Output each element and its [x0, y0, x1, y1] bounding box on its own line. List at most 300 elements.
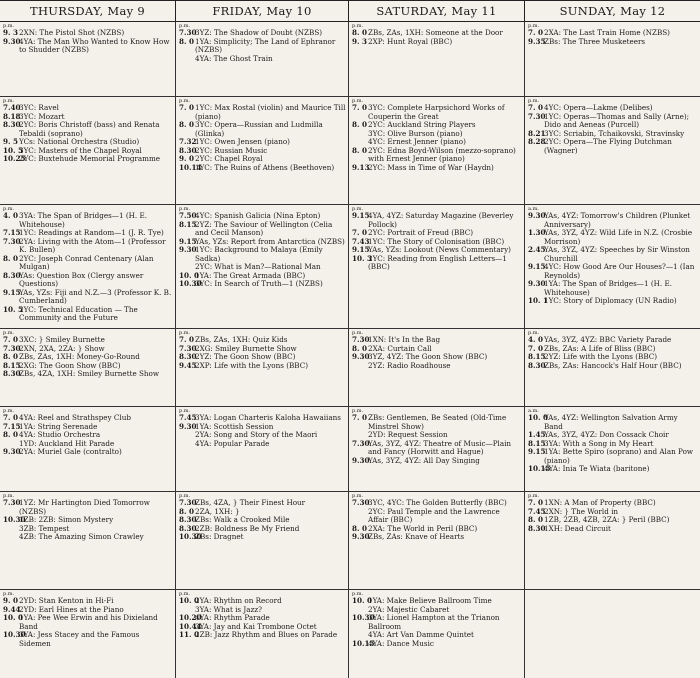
schedule-band-music — [0, 407, 700, 492]
program-title: 2XP: Hunt Royal (BBC) — [368, 37, 453, 46]
schedule-cell-saturday — [349, 492, 525, 589]
program-entry — [179, 623, 346, 632]
program-title: 1YC: Owen Jensen (piano) — [195, 138, 290, 146]
program-title: 1XN: A Man of Property (BBC) — [544, 499, 656, 507]
program-title: 4YC: Ernest Jenner (piano) — [368, 138, 466, 146]
program-time: 10.30 — [352, 613, 375, 622]
program-entry — [528, 263, 698, 280]
program-title: 3ZB: Tempest — [19, 524, 70, 533]
program-title: 1YC: The Ruins of Athens (Beethoven) — [195, 163, 335, 172]
program-entry — [3, 336, 173, 345]
program-time: 4. 0 — [3, 211, 19, 220]
program-time: 10. 0 — [179, 270, 200, 280]
program-time: 8. 0 — [179, 36, 195, 46]
program-title: 2YA: Song and Story of the Maori — [195, 431, 318, 439]
program-time: 8.30 — [179, 515, 197, 524]
program-title: 3YA: With a Song in My Heart — [544, 439, 654, 448]
schedule-band-light-entertainment — [0, 329, 700, 407]
program-entry — [179, 508, 346, 517]
schedule-cell-friday — [176, 97, 349, 204]
program-title: 4YA: The Man Who Wanted to Know How to Shudder (NZBS) — [19, 37, 170, 54]
program-title: 1ZB: 2ZB: Simon Mystery — [19, 516, 114, 524]
program-entry — [179, 353, 346, 362]
program-entry — [352, 229, 522, 238]
schedule-cell-sunday — [525, 492, 700, 589]
program-time: 7.15 — [3, 228, 21, 237]
program-time: 9.30 — [3, 447, 21, 456]
program-time: 7.30 — [352, 438, 370, 448]
program-entry — [528, 130, 698, 139]
program-time: 8. 0 — [179, 506, 195, 516]
program-title: 3YC: Mozart — [19, 112, 65, 121]
am-pm-marker: p.m. — [179, 591, 191, 597]
program-time: 7.40 — [3, 103, 21, 112]
program-entry — [179, 29, 346, 38]
program-title: 2YZ: Life with the Lyons (BBC) — [544, 353, 658, 361]
program-title: 1YA: Simplicity; The Land of Ephranor (NZBS) — [195, 37, 336, 54]
program-entry — [179, 104, 346, 121]
program-time: 10.30 — [179, 532, 202, 541]
program-entry — [3, 212, 173, 229]
program-entry — [179, 280, 346, 289]
program-entry — [179, 263, 346, 272]
program-time: 7.32 — [179, 137, 197, 146]
program-time: 7.30 — [528, 111, 546, 121]
program-entry — [352, 104, 522, 121]
program-time: 8.30 — [528, 360, 546, 370]
program-title: 3XC: } Smiley Burnette — [19, 336, 105, 344]
program-entry — [352, 362, 522, 371]
program-entry — [179, 336, 346, 345]
program-entry — [528, 345, 698, 354]
am-pm-marker: p.m. — [352, 206, 364, 212]
program-time — [352, 362, 368, 371]
program-title: ZBs: Dragnet — [195, 533, 244, 541]
program-time: 9. 5 — [3, 137, 19, 146]
program-time: 8.30 — [3, 120, 21, 129]
program-title: 3YZ: The Shadow of Doubt (NZBS) — [195, 29, 323, 37]
program-time: 7. 0 — [352, 413, 368, 422]
program-entry — [179, 431, 346, 440]
program-entry — [528, 104, 698, 113]
am-pm-marker: p.m. — [179, 330, 191, 336]
schedule-cell-friday — [176, 329, 349, 406]
program-entry — [179, 138, 346, 147]
program-time — [3, 533, 19, 542]
program-entry — [3, 306, 173, 323]
schedule-cell-saturday — [349, 407, 525, 491]
program-time: 7.30 — [3, 343, 21, 353]
program-title: 2YC: Edna Boyd-Wilson (mezzo-soprano) with Ernest Jenner (piano) — [368, 146, 516, 163]
program-title: 2YZ: The Goon Show (BBC) — [195, 353, 296, 361]
program-title: YAs, 3YZ, 4YZ: Wild Life in N.Z. (Crosbie Morrison) — [544, 229, 693, 246]
program-entry — [3, 440, 173, 449]
program-time: 9.30 — [3, 36, 21, 46]
am-pm-marker: p.m. — [179, 408, 191, 414]
program-entry — [528, 440, 698, 449]
program-entry — [528, 431, 698, 440]
program-title: ZBs: The Three Musketeers — [544, 37, 646, 46]
program-entry — [528, 508, 698, 517]
am-pm-marker: a.m. — [528, 206, 539, 212]
am-pm-marker: p.m. — [3, 206, 15, 212]
program-time: 9. 3 — [3, 28, 19, 37]
program-title: 1YA: Scottish Session — [195, 422, 274, 431]
program-entry — [352, 499, 522, 508]
program-time: 7.15 — [3, 421, 21, 431]
program-title: 3YC: Scriabin, Tchaikovski, Stravinsky — [544, 129, 685, 138]
program-time: 10. 0 — [528, 413, 549, 422]
program-entry — [3, 631, 173, 648]
program-title: YAs, YZs: Report from Antarctica (NZBS) — [195, 237, 345, 246]
program-entry — [179, 597, 346, 606]
program-time: 8. 0 — [179, 120, 195, 129]
program-time: 7.30 — [179, 343, 197, 353]
program-title: 3YA: Jess Stacey and the Famous Sidemen — [19, 631, 140, 648]
program-time: 7.30 — [3, 498, 21, 507]
program-entry — [352, 238, 522, 247]
program-entry — [528, 29, 698, 38]
program-entry — [179, 246, 346, 263]
program-entry — [3, 238, 173, 255]
program-title: YAs, 4YZ: Wellington Salvation Army Band — [544, 414, 678, 431]
schedule-band-serials — [0, 492, 700, 590]
program-entry — [352, 345, 522, 354]
program-time: 7.30 — [179, 28, 197, 37]
am-pm-marker: p.m. — [3, 23, 15, 29]
program-time: 9.15 — [3, 287, 21, 297]
program-title: 4YC: Spanish Galicia (Nina Epton) — [195, 212, 321, 220]
program-time: 8. 0 — [528, 515, 544, 524]
program-time: 11. 0 — [179, 630, 200, 639]
program-entry — [179, 164, 346, 173]
program-title: 2YC: Paul Temple and the Lawrence Affair (BBC) — [368, 507, 500, 524]
program-title: 2XP: Life with the Lyons (BBC) — [195, 361, 308, 370]
program-time: 7.30 — [352, 498, 370, 507]
program-entry — [179, 533, 346, 542]
schedule-cell-friday — [176, 22, 349, 96]
program-entry — [3, 370, 173, 379]
program-title: YAs: Question Box (Clergy answer Questions) — [19, 271, 144, 288]
program-title: 2XN: The Pistol Shot (NZBS) — [19, 29, 125, 37]
program-time: 10.25 — [3, 154, 26, 163]
program-time: 4. 0 — [528, 335, 544, 344]
program-title: 2YC: Boris Christoff (bass) and Renata Tebaldi (soprano) — [19, 121, 160, 138]
program-entry — [528, 246, 698, 263]
program-title: 1XN: It's In the Bag — [368, 336, 441, 344]
program-time: 2.45 — [528, 245, 546, 254]
program-time: 8.18 — [3, 111, 21, 121]
program-entry — [352, 631, 522, 640]
program-title: 2XA: The World in Peril (BBC) — [368, 524, 478, 533]
program-time: 9.15 — [528, 262, 546, 271]
program-title: 1YC: The Story of Colonisation (BBC) — [368, 237, 505, 246]
program-entry — [528, 113, 698, 130]
program-entry — [528, 138, 698, 155]
program-title: 2YC: What is Man?—Rational Man — [195, 263, 321, 271]
program-entry — [352, 414, 522, 431]
program-title: 3YZ, 4YZ: The Goon Show (BBC) — [368, 353, 488, 361]
program-time: 7. 0 — [3, 335, 19, 344]
program-time: 10.30 — [3, 515, 26, 524]
program-title: 1YC: Operas—Thomas and Sally (Arne); Dido and Aeneas (Purcell) — [544, 112, 690, 129]
program-entry — [528, 353, 698, 362]
am-pm-marker: p.m. — [352, 98, 364, 104]
program-entry — [3, 155, 173, 164]
schedule-cell-friday — [176, 407, 349, 491]
program-title: 3YA: The Span of Bridges—1 (H. E. Whitehouse) — [19, 212, 147, 229]
program-time: 9. 0 — [3, 596, 19, 605]
program-entry — [179, 238, 346, 247]
program-time: 1.45 — [528, 430, 546, 439]
am-pm-marker: p.m. — [352, 330, 364, 336]
am-pm-marker: p.m. — [528, 493, 540, 499]
program-entry — [352, 164, 522, 173]
program-entry — [3, 121, 173, 138]
schedule-cell-sunday — [525, 205, 700, 328]
program-entry — [179, 147, 346, 156]
program-title: ZBs, ZAs, 1XH: Money-Go-Round — [19, 353, 140, 361]
program-title: 2XA: The Last Train Home (NZBS) — [544, 29, 670, 37]
program-entry — [179, 423, 346, 432]
program-entry — [3, 147, 173, 156]
schedule-cell-thursday — [0, 329, 176, 406]
program-entry — [528, 229, 698, 246]
program-time: 7.50 — [179, 211, 197, 220]
program-entry — [352, 130, 522, 139]
schedule-cell-saturday — [349, 590, 525, 678]
schedule-cell-sunday — [525, 97, 700, 204]
program-time: 8. 0 — [352, 343, 368, 353]
am-pm-marker: p.m. — [3, 493, 15, 499]
program-entry — [179, 516, 346, 525]
program-title: ZBs: Walk a Crooked Mile — [195, 516, 290, 524]
program-time — [179, 55, 195, 64]
program-time: 10.15 — [528, 464, 551, 473]
program-time: 9.13 — [352, 162, 370, 172]
program-entry — [528, 336, 698, 345]
program-entry — [352, 353, 522, 362]
program-time: 8.30 — [3, 369, 21, 378]
program-entry — [179, 631, 346, 640]
program-entry — [352, 38, 522, 47]
schedule-cell-thursday — [0, 590, 176, 678]
program-entry — [528, 280, 698, 297]
program-time: 8. 0 — [352, 145, 368, 155]
am-pm-marker: p.m. — [3, 591, 15, 597]
program-time: 10.44 — [179, 621, 202, 631]
program-entry — [352, 457, 522, 466]
program-title: 2XN, 2XA, 2ZA: } Show — [19, 344, 105, 353]
schedule-cell-thursday — [0, 22, 176, 96]
program-title: ZBs, ZAs: Knave of Hearts — [368, 533, 465, 541]
program-time: 8.30 — [528, 523, 546, 533]
program-entry — [3, 533, 173, 542]
program-entry — [352, 255, 522, 272]
program-time: 9.15 — [179, 236, 197, 246]
schedule-cell-saturday — [349, 22, 525, 96]
program-title: 3YC: In Search of Truth—1 (NZBS) — [195, 280, 323, 288]
program-title: YAs, YZs: Lookout (News Commentary) — [368, 246, 511, 254]
program-entry — [179, 614, 346, 623]
program-title: 3YA: Logan Charteris Kaloha Hawaiians — [195, 414, 341, 422]
program-title: ZBs, 4ZA, } Their Finest Hour — [195, 499, 306, 507]
program-title: YAs, 3YZ, 4YZ: BBC Variety Parade — [544, 336, 672, 344]
program-entry — [3, 362, 173, 371]
program-entry — [528, 414, 698, 431]
program-time: 10.30 — [3, 630, 26, 639]
program-time: 9.35 — [528, 36, 546, 46]
program-entry — [528, 448, 698, 465]
program-title: 3YA: What is Jazz? — [195, 605, 262, 614]
program-title: YAs, 3YZ, 4YZ: All Day Singing — [368, 456, 480, 465]
program-entry — [3, 353, 173, 362]
program-time: 10.15 — [352, 638, 375, 648]
program-time: 8.30 — [179, 352, 197, 361]
schedule-cell-friday — [176, 492, 349, 589]
program-title: YAs, 3YZ, 4YZ: Theatre of Music—Plain and Fancy (Horwitt and Hague) — [368, 439, 512, 456]
program-title: 4YA: Dance Music — [368, 639, 434, 648]
program-time: 9.44 — [3, 604, 21, 614]
program-title: YCs: National Orchestra (Studio) — [19, 138, 140, 146]
day-heading-friday: FRIDAY, May 10 — [176, 1, 349, 21]
program-entry — [179, 525, 346, 534]
program-entry — [528, 499, 698, 508]
am-pm-marker: p.m. — [528, 98, 540, 104]
schedule-band-classical — [0, 97, 700, 205]
program-time: 8.15 — [179, 219, 197, 229]
program-time: 10. 0 — [352, 596, 373, 605]
day-header-row — [0, 1, 700, 22]
program-entry — [528, 297, 698, 306]
program-title: 2YZ: The Saviour of Wellington (Celia and Cecil Manson) — [195, 220, 333, 237]
program-title: 4YA: Studio Orchestra — [19, 431, 101, 439]
program-entry — [352, 336, 522, 345]
program-entry — [352, 525, 522, 534]
program-title: 1YA: Make Believe Ballroom Time — [368, 597, 492, 605]
program-title: 4YA: Inia Te Wiata (baritone) — [544, 465, 650, 473]
am-pm-marker: p.m. — [179, 493, 191, 499]
program-title: 1XH: Dead Circuit — [544, 524, 611, 533]
program-entry — [352, 640, 522, 649]
program-entry — [528, 465, 698, 474]
program-entry — [528, 38, 698, 47]
program-time: 8. 0 — [3, 352, 19, 361]
program-title: 2YD: Request Session — [368, 431, 448, 439]
program-title: 2YC: Russian Music — [195, 146, 268, 155]
program-title: 3YA: Lionel Hampton at the Trianon Ballroom — [368, 614, 500, 631]
schedule-cell-friday — [176, 590, 349, 678]
program-entry — [352, 138, 522, 147]
program-entry — [3, 229, 173, 238]
program-entry — [179, 155, 346, 164]
program-time: 7. 0 — [3, 413, 19, 422]
schedule-cell-saturday — [349, 329, 525, 406]
program-title: 1YC: Story of Diplomacy (UN Radio) — [544, 297, 677, 305]
program-time: 8.30 — [3, 270, 21, 280]
program-time: 8. 0 — [352, 120, 368, 129]
program-title: 4YA: Rhythm Parade — [195, 614, 270, 622]
program-time: 9.15 — [352, 245, 370, 254]
program-time: 10. 3 — [352, 253, 373, 263]
schedule-cell-sunday — [525, 329, 700, 406]
program-title: 2ZB: Jazz Rhythm and Blues on Parade — [195, 631, 338, 639]
program-entry — [352, 121, 522, 130]
program-title: 1ZB, 2ZB, 4ZB, 2ZA: } Peril (BBC) — [544, 516, 670, 524]
program-time: 8. 0 — [352, 523, 368, 533]
program-title: YAs, 3YZ, 4YZ: Don Cossack Choir — [544, 431, 669, 439]
program-title: 2YC: Auckland String Players — [368, 121, 476, 129]
program-entry — [528, 516, 698, 525]
schedule-band-jazz — [0, 590, 700, 678]
program-entry — [179, 212, 346, 221]
program-entry — [179, 345, 346, 354]
program-title: 3YC: Opera—Russian and Ludmilla (Glinka) — [195, 121, 323, 138]
schedule-cell-sunday — [525, 407, 700, 491]
program-title: 2XG: Smiley Burnette Show — [195, 344, 297, 353]
program-title: 4YA, 4YZ: Saturday Magazine (Beverley Pollock) — [368, 212, 514, 229]
program-time: 7. 0 — [179, 335, 195, 344]
program-entry — [3, 255, 173, 272]
program-entry — [352, 508, 522, 525]
program-entry — [3, 448, 173, 457]
program-entry — [3, 113, 173, 122]
program-title: YAs, 4YZ: Tomorrow's Children (Plunket Anniversary) — [544, 212, 691, 229]
program-title: 1YA: The Great Armada (BBC) — [195, 271, 306, 280]
program-time: 9.30 — [179, 245, 197, 254]
program-entry — [3, 414, 173, 423]
program-title: 2YA: Living with the Atom—1 (Professor K. Bullen) — [19, 237, 166, 254]
program-entry — [3, 38, 173, 55]
day-heading-sunday: SUNDAY, May 12 — [559, 4, 666, 18]
program-entry — [3, 272, 173, 289]
program-entry — [179, 499, 346, 508]
program-entry — [352, 147, 522, 164]
program-entry — [352, 29, 522, 38]
program-time: 9.30 — [352, 352, 370, 361]
program-title: 2YZ: Radio Roadhouse — [368, 361, 451, 370]
program-entry — [3, 597, 173, 606]
program-time: 7.30 — [179, 498, 197, 507]
am-pm-marker: p.m. — [528, 23, 540, 29]
program-time: 7. 0 — [528, 343, 544, 353]
program-entry — [179, 440, 346, 449]
program-time: 8.15 — [3, 360, 21, 370]
program-entry — [352, 246, 522, 255]
program-time: 9.15 — [352, 211, 370, 220]
schedule-cell-sunday — [525, 590, 700, 678]
program-title: 4YA: The Ghost Train — [195, 54, 273, 63]
schedule-cell-saturday — [349, 97, 525, 204]
program-title: 1YC: Max Rostal (violin) and Maurice Till (piano) — [195, 104, 346, 121]
program-title: 3YA: Jay and Kai Trombone Octet — [195, 622, 317, 631]
program-time — [352, 508, 368, 525]
program-time — [179, 431, 195, 440]
program-time: 9. 3 — [352, 36, 368, 46]
program-title: 1YC: Readings at Random—1 (J. R. Tye) — [19, 229, 164, 237]
program-title: 3YC: Olive Burson (piano) — [368, 129, 463, 138]
schedule-grid — [0, 22, 700, 678]
schedule-cell-friday — [176, 205, 349, 328]
program-entry — [3, 345, 173, 354]
program-title: 2YC: Joseph Conrad Centenary (Alan Mulgan) — [19, 254, 154, 271]
program-title: ZBs, ZAs, 1XH: Quiz Kids — [195, 336, 288, 344]
program-title: ZBs, ZAs, 1XH: Someone at the Door — [368, 29, 503, 37]
schedule-band-talks — [0, 205, 700, 329]
program-title: 1YC: Background to Malaya (Emily Sadka) — [195, 246, 323, 263]
program-title: 2YA: Muriel Gale (contralto) — [19, 448, 122, 456]
program-title: 2XG: The Goon Show (BBC) — [19, 361, 121, 370]
